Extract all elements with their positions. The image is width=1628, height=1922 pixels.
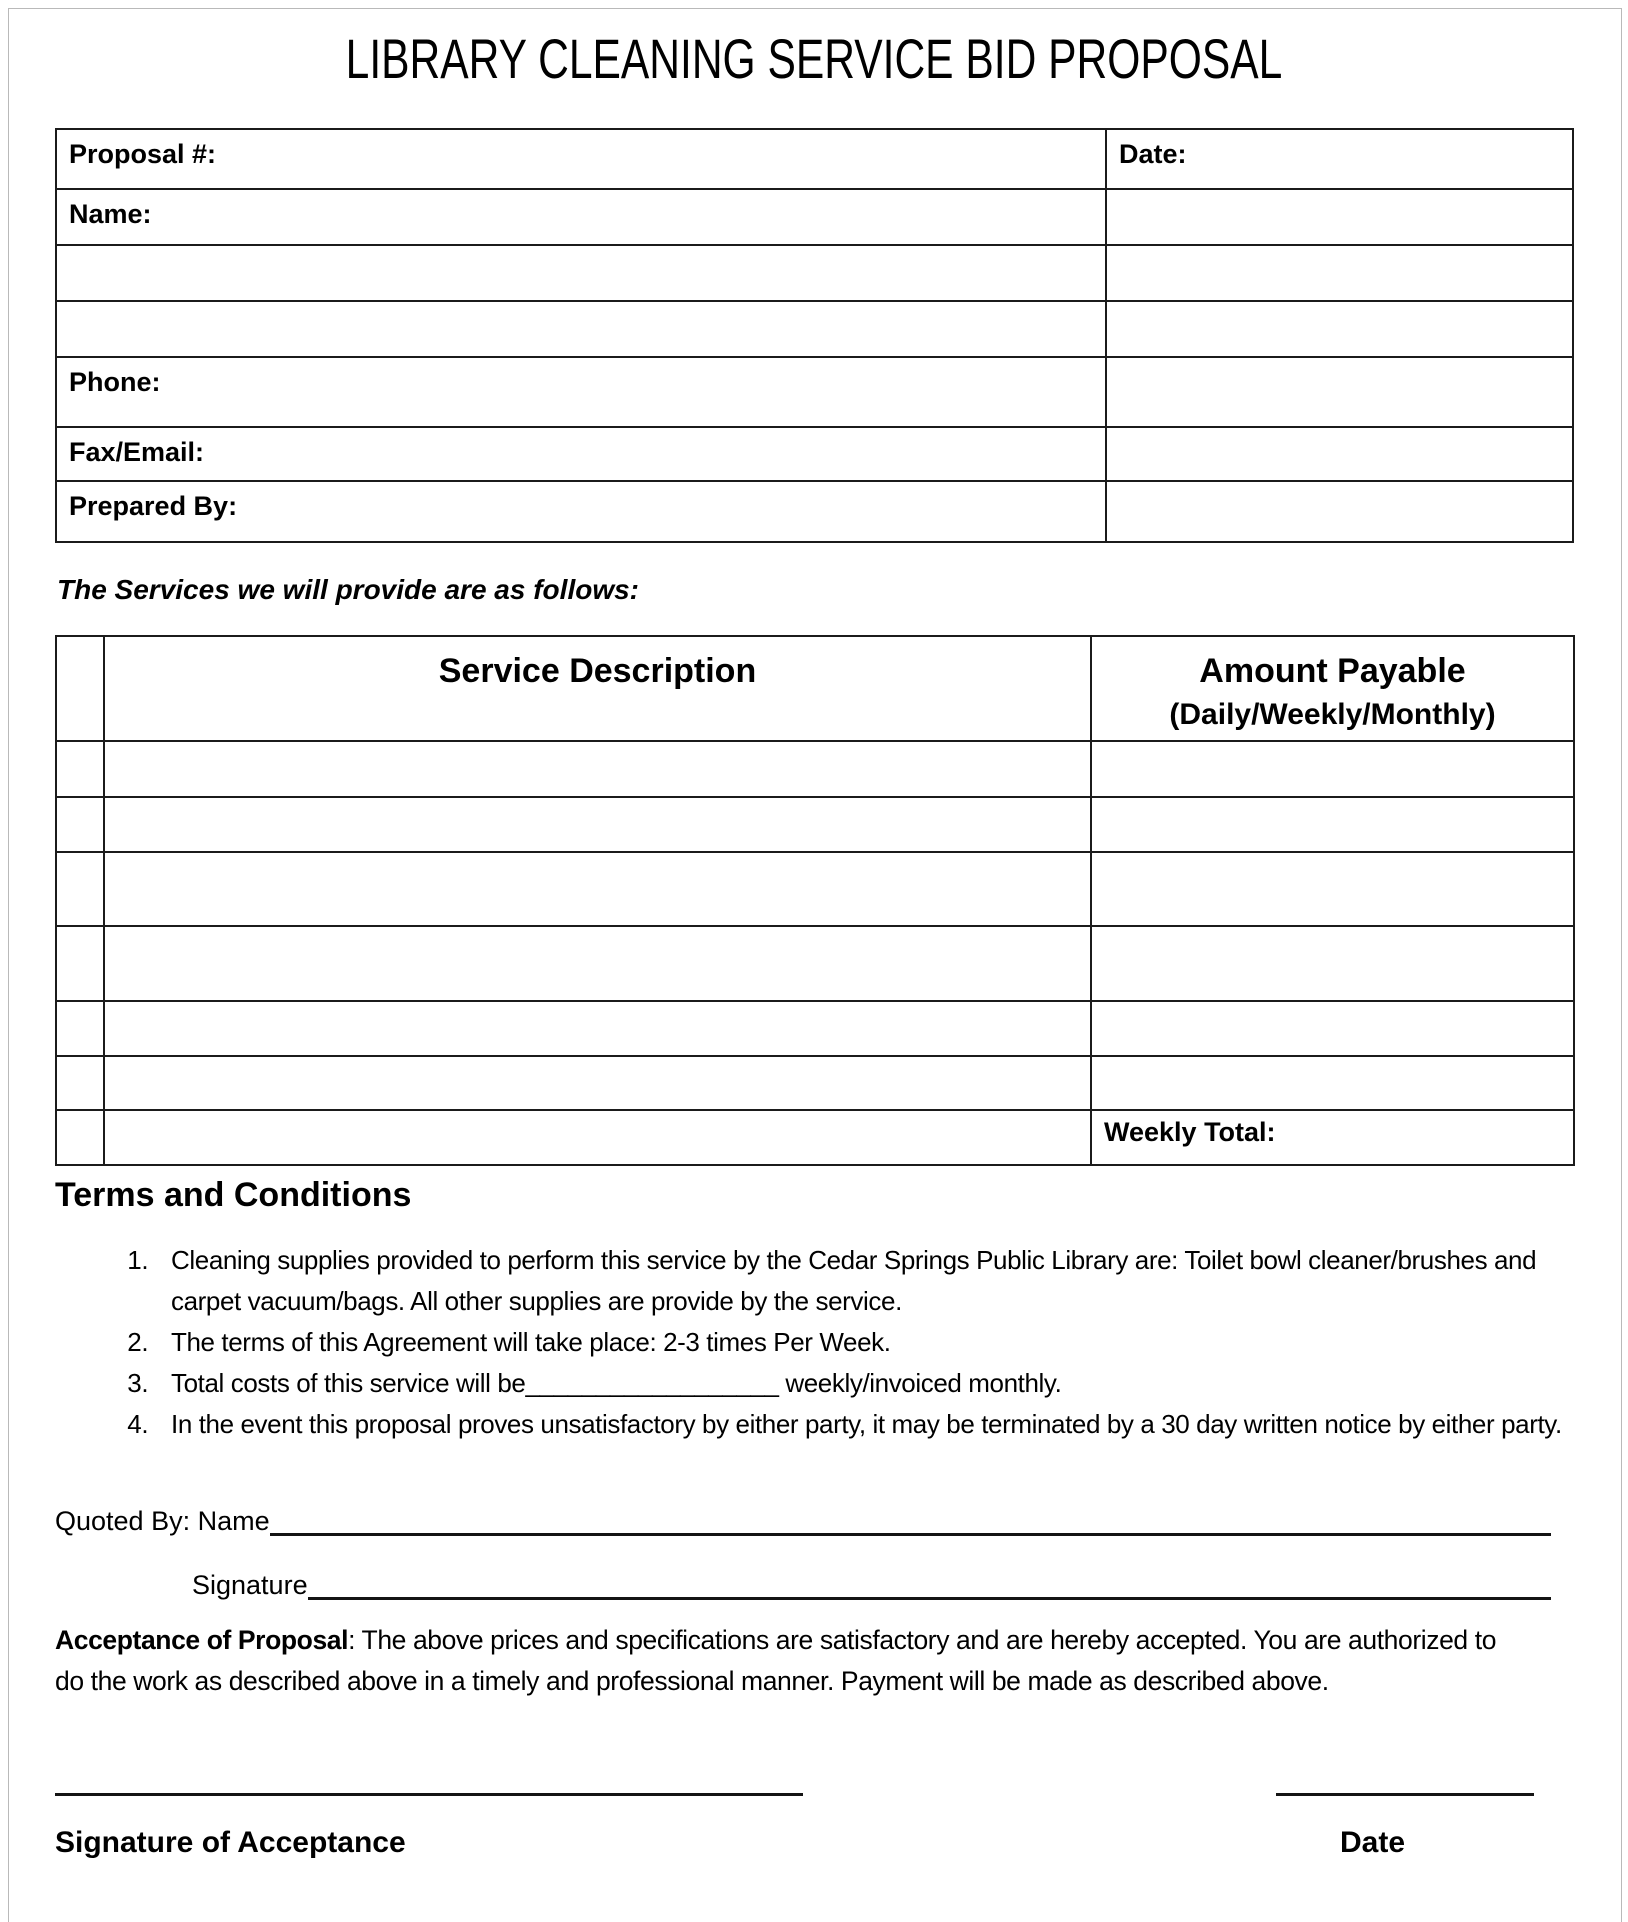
service-amount-cell[interactable] <box>1091 797 1574 852</box>
terms-item-3: 3. Total costs of this service will be__________________ weekly/invoiced monthly. <box>155 1363 1585 1404</box>
page-title: LIBRARY CLEANING SERVICE BID PROPOSAL <box>345 27 1283 90</box>
empty-cell[interactable] <box>1106 481 1573 542</box>
table-row <box>56 357 1573 427</box>
prepared-by-field[interactable] <box>56 481 1106 542</box>
fax-email-field[interactable] <box>56 427 1106 481</box>
proposal-info-table <box>55 128 1574 543</box>
terms-item-4: 4. In the event this proposal proves unsatisfactory by either party, it may be terminated by a 30 day written notice by either party. <box>155 1404 1585 1445</box>
quoted-by-signature-row <box>192 1566 1551 1600</box>
service-row-index-cell[interactable] <box>56 1056 104 1110</box>
quoted-by-signature-label: Signature <box>192 1570 308 1600</box>
acceptance-text: : The above prices and specifications are satisfactory and are hereby accepted. You are authorized to do the work as described above in a timely and professional manner. Payment will be made as described above. <box>55 1625 1497 1696</box>
service-amount-cell[interactable] <box>1091 926 1574 1001</box>
quoted-by-signature-blank[interactable] <box>308 1567 1551 1600</box>
empty-cell[interactable] <box>1106 357 1573 427</box>
service-description-cell[interactable] <box>104 741 1091 797</box>
table-row <box>56 189 1573 245</box>
terms-heading: Terms and Conditions <box>55 1176 412 1214</box>
acceptance-paragraph <box>55 1620 1525 1702</box>
service-row <box>56 797 1574 852</box>
quoted-by-name-row <box>55 1502 1551 1536</box>
terms-item-1: 1. Cleaning supplies provided to perform this service by the Cedar Springs Public Library are: Toilet bowl cleaner/brushes and carpet vacuum/bags. All other supplies are provide by the service. <box>155 1240 1585 1322</box>
service-row <box>56 1001 1574 1056</box>
proposal-number-label: Proposal #: <box>69 139 217 169</box>
weekly-total-label: Weekly Total: <box>1104 1117 1276 1148</box>
amount-payable-label: Amount Payable <box>1199 652 1466 690</box>
proposal-number-field[interactable] <box>56 129 1106 189</box>
service-row <box>56 741 1574 797</box>
services-header-row <box>56 636 1574 741</box>
service-amount-cell[interactable] <box>1091 1056 1574 1110</box>
phone-label: Phone: <box>69 367 161 397</box>
name-field[interactable] <box>56 189 1106 245</box>
service-row-index-cell[interactable] <box>56 797 104 852</box>
prepared-by-label: Prepared By: <box>69 491 238 521</box>
services-table <box>55 635 1575 1166</box>
terms-list <box>55 1240 1585 1445</box>
service-row-index-cell[interactable] <box>56 1001 104 1056</box>
service-description-cell[interactable] <box>104 797 1091 852</box>
empty-cell[interactable] <box>1106 301 1573 357</box>
service-amount-cell[interactable] <box>1091 852 1574 926</box>
service-description-header: Service Description <box>104 636 1091 741</box>
table-row <box>56 245 1573 301</box>
service-row-index-cell[interactable] <box>56 852 104 926</box>
amount-payable-sublabel: (Daily/Weekly/Monthly) <box>1169 698 1496 732</box>
service-description-cell[interactable] <box>104 1056 1091 1110</box>
date-label: Date: <box>1119 139 1187 169</box>
empty-cell[interactable] <box>1106 245 1573 301</box>
address-field-2[interactable] <box>56 301 1106 357</box>
address-field[interactable] <box>56 245 1106 301</box>
fax-email-label: Fax/Email: <box>69 437 205 467</box>
service-row <box>56 852 1574 926</box>
weekly-total-row <box>56 1110 1574 1165</box>
service-row-index-cell[interactable] <box>56 926 104 1001</box>
empty-cell <box>104 1110 1091 1165</box>
empty-cell[interactable] <box>1106 427 1573 481</box>
service-amount-cell[interactable] <box>1091 1001 1574 1056</box>
service-description-cell[interactable] <box>104 926 1091 1001</box>
quoted-by-name-blank[interactable] <box>270 1503 1551 1536</box>
name-label: Name: <box>69 199 152 229</box>
empty-cell[interactable] <box>1106 189 1573 245</box>
table-row <box>56 427 1573 481</box>
terms-item-2: 2. The terms of this Agreement will take place: 2-3 times Per Week. <box>155 1322 1585 1363</box>
service-row <box>56 926 1574 1001</box>
acceptance-date-blank[interactable] <box>1276 1793 1534 1796</box>
acceptance-label: Acceptance of Proposal <box>55 1625 349 1655</box>
weekly-total-field[interactable] <box>1091 1110 1574 1165</box>
service-row <box>56 1056 1574 1110</box>
services-intro-text: The Services we will provide are as follows: <box>57 574 639 605</box>
signature-of-acceptance-blank[interactable] <box>55 1793 803 1796</box>
row-index-header-cell <box>56 636 104 741</box>
service-amount-cell[interactable] <box>1091 741 1574 797</box>
service-row-index-cell[interactable] <box>56 741 104 797</box>
quoted-by-name-label: Quoted By: Name <box>55 1506 270 1536</box>
phone-field[interactable] <box>56 357 1106 427</box>
table-row <box>56 481 1573 542</box>
table-row <box>56 301 1573 357</box>
service-description-cell[interactable] <box>104 1001 1091 1056</box>
date-field[interactable] <box>1106 129 1573 189</box>
service-row-index-cell <box>56 1110 104 1165</box>
acceptance-date-label: Date <box>1340 1826 1406 1859</box>
amount-payable-header <box>1091 636 1574 741</box>
table-row <box>56 129 1573 189</box>
signature-of-acceptance-label: Signature of Acceptance <box>55 1826 406 1859</box>
service-description-cell[interactable] <box>104 852 1091 926</box>
